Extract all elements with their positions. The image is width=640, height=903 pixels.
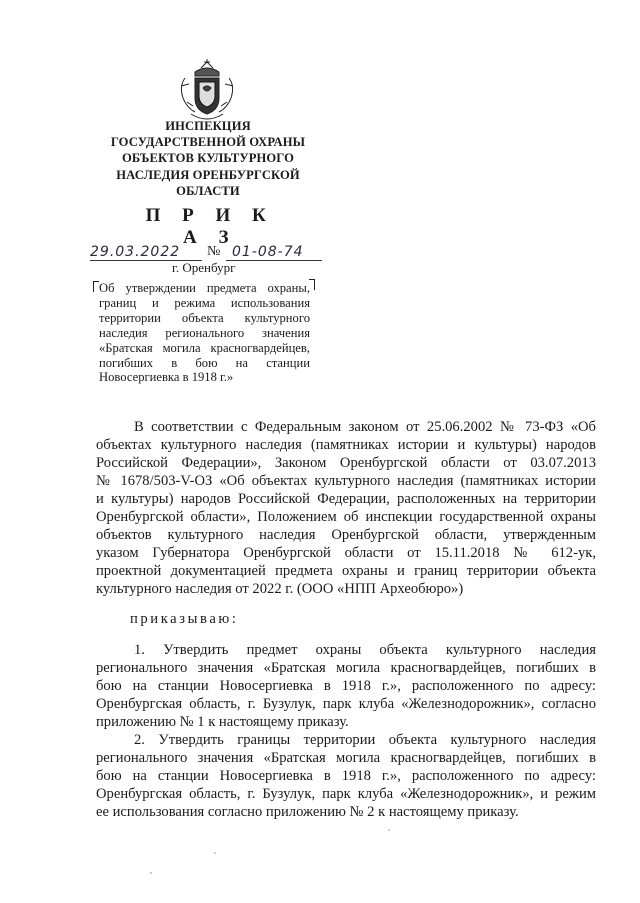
agency-name bbox=[95, 118, 321, 199]
preamble-line: и культуры) народов Российской Федерации, расположенных на территории bbox=[96, 491, 596, 507]
order-number: 01-08-74 bbox=[232, 244, 304, 260]
orenburg-coat-of-arms-icon bbox=[177, 58, 237, 124]
item-1 bbox=[96, 641, 596, 731]
item-line: Оренбургская область, г. Бузулук, парк клуба «Железнодорожник», и режим bbox=[96, 786, 596, 802]
decree-word: приказываю: bbox=[130, 611, 239, 627]
agency-line: ГОСУДАРСТВЕННОЙ ОХРАНЫ bbox=[110, 135, 306, 150]
preamble-paragraph bbox=[96, 418, 596, 598]
item-line: регионального значения «Братская могила красногвардейцев, погибших в bbox=[96, 750, 596, 766]
order-title: П Р И К А З bbox=[145, 205, 275, 248]
number-sign: № bbox=[207, 244, 221, 259]
subject-line: территории объекта культурного bbox=[99, 310, 310, 325]
item-line: 1. Утвердить предмет охраны объекта культурного наследия bbox=[134, 642, 596, 658]
scan-speck bbox=[214, 852, 216, 854]
preamble-line: № 1678/503-V-ОЗ «Об объектах культурного наследия (памятниках истории bbox=[96, 473, 596, 489]
item-line: Оренбургская область, г. Бузулук, парк клуба «Железнодорожник», согласно bbox=[96, 696, 596, 712]
coat-of-arms-emblem bbox=[177, 58, 237, 124]
item-line: бою на станции Новосергиевка в 1918 г.», расположенного по адресу: bbox=[96, 678, 596, 694]
order-subject bbox=[99, 281, 310, 385]
preamble-line: проектной документацией предмета охраны и границ территории объекта bbox=[96, 563, 596, 579]
preamble-line: Оренбургской области», Положением об инспекции государственной охраны bbox=[96, 509, 596, 525]
order-date: 29.03.2022 bbox=[90, 244, 181, 260]
subject-line: погибших в бою на станции bbox=[99, 355, 310, 370]
subject-line: границ и режима использования bbox=[99, 295, 310, 310]
preamble-line: Российской Федерации», Законом Оренбургской области от 03.07.2013 bbox=[96, 455, 596, 471]
item-line: приложению № 1 к настоящему приказу. bbox=[96, 714, 349, 730]
preamble-line: объектов культурного наследия Оренбургской области, утвержденным bbox=[96, 527, 596, 543]
subject-line: наследия регионального значения bbox=[99, 325, 310, 340]
item-line: бою на станции Новосергиевка в 1918 г.», расположенного по адресу: bbox=[96, 768, 596, 784]
order-city: г. Оренбург bbox=[172, 260, 236, 275]
item-line: 2. Утвердить границы территории объекта культурного наследия bbox=[134, 732, 596, 748]
scan-speck bbox=[388, 829, 390, 831]
scan-speck bbox=[150, 872, 152, 874]
preamble-line: объектах культурного наследия (памятниках истории и культуры) народов bbox=[96, 437, 596, 453]
subject-line: Об утверждении предмета охраны, bbox=[99, 281, 310, 295]
subject-line: Новосергиевка в 1918 г.» bbox=[99, 370, 234, 385]
agency-line: ОБЪЕКТОВ КУЛЬТУРНОГО bbox=[121, 151, 295, 166]
subject-line: «Братская могила красногвардейцев, bbox=[99, 340, 310, 355]
agency-line: ИНСПЕКЦИЯ bbox=[165, 119, 251, 133]
number-underline bbox=[226, 260, 322, 261]
preamble-line: В соответствии с Федеральным законом от 25.06.2002 № 73-ФЗ «Об bbox=[134, 419, 596, 435]
item-line: ее использования согласно приложению № 2 к настоящему приказу. bbox=[96, 804, 519, 820]
preamble-line: культурного наследия от 2022 г. (ООО «НПП Археобюро») bbox=[96, 581, 464, 597]
item-2 bbox=[96, 731, 596, 821]
order-body bbox=[96, 418, 596, 821]
item-line: регионального значения «Братская могила красногвардейцев, погибших в bbox=[96, 660, 596, 676]
preamble-line: указом Губернатора Оренбургской области от 15.11.2018 № 612-ук, bbox=[96, 545, 596, 561]
agency-line: НАСЛЕДИЯ ОРЕНБУРГСКОЙ bbox=[116, 167, 300, 182]
agency-line: ОБЛАСТИ bbox=[176, 183, 240, 198]
